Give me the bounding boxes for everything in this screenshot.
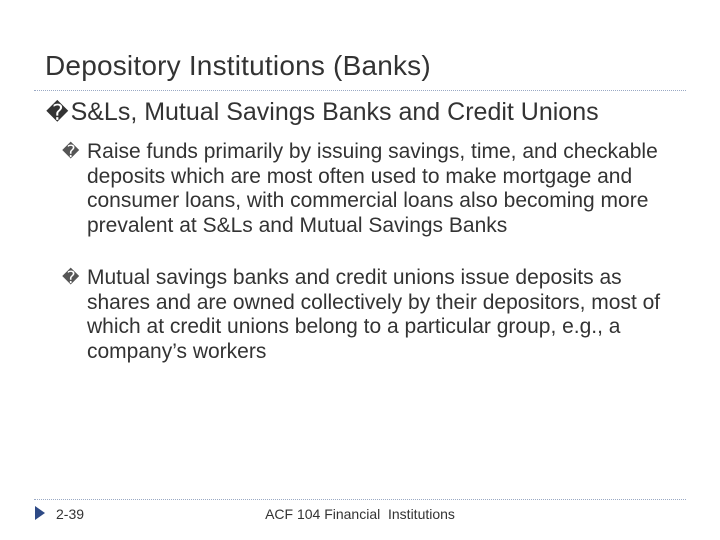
heading-bullet-item <box>46 98 599 127</box>
sub-bullet-text: Mutual savings banks and credit unions issue deposits as shares and are owned collectively by their depositors, most of which at credit unions belong to a particular group, e.g., a company’s workers <box>87 266 661 363</box>
bullet-icon: � <box>46 101 69 126</box>
sub-bullet-text: Raise funds primarily by issuing savings, time, and checkable deposits which are most often used to make mortgage and consumer loans, with commercial loans also becoming more prevalent at S&Ls and Mutual Savings Banks <box>87 140 658 237</box>
sub-bullet-item <box>62 266 682 364</box>
footer-divider <box>34 499 686 500</box>
title-divider <box>34 90 686 91</box>
sub-bullet-item <box>62 140 682 238</box>
footer-course: ACF 104 Financial Institutions <box>265 506 455 522</box>
slide-title: Depository Institutions (Banks) <box>45 50 431 81</box>
bullet-icon: � <box>62 268 80 288</box>
bullet-icon: � <box>62 142 80 162</box>
page-number: 2-39 <box>56 506 85 522</box>
heading-text: S&Ls, Mutual Savings Banks and Credit Unions <box>70 98 599 126</box>
